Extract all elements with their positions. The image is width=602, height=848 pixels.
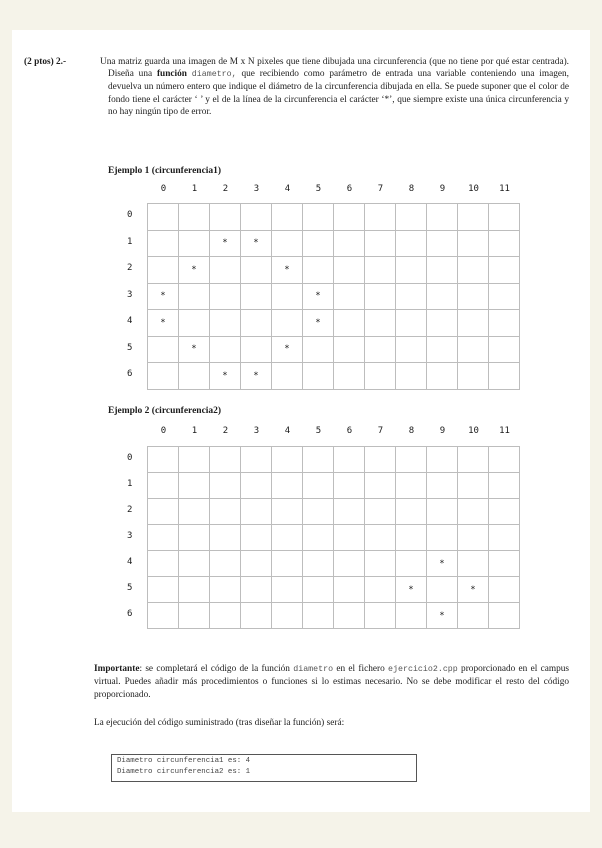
example2-col-header: 5: [315, 426, 322, 436]
grid-cell: [241, 284, 272, 311]
example2-col-header: 9: [439, 426, 446, 436]
grid-cell: [148, 603, 179, 629]
grid-cell: *: [458, 577, 489, 603]
example1-row-header: 3: [127, 289, 133, 300]
grid-cell: [365, 231, 396, 258]
grid-cell: [489, 603, 520, 629]
grid-cell: [427, 577, 458, 603]
grid-cell: [148, 257, 179, 284]
grid-cell: [396, 231, 427, 258]
grid-cell: [489, 525, 520, 551]
file-name: ejercicio2.cpp: [388, 665, 458, 674]
grid-cell: *: [427, 551, 458, 577]
grid-cell: [303, 447, 334, 473]
grid-cell: [272, 447, 303, 473]
grid-cell: [365, 447, 396, 473]
grid-cell: [427, 525, 458, 551]
grid-cell: [210, 204, 241, 231]
grid-cell: [272, 473, 303, 499]
grid-cell: [148, 447, 179, 473]
grid-cell: [334, 551, 365, 577]
example1-col-header: 6: [346, 184, 353, 194]
example1-col-header: 3: [253, 184, 260, 194]
grid-cell: *: [210, 231, 241, 258]
example1-col-header: 11: [499, 184, 510, 194]
grid-cell: *: [179, 337, 210, 364]
grid-cell: [489, 337, 520, 364]
example2-row-header: 0: [127, 453, 133, 463]
grid-cell: [303, 551, 334, 577]
grid-cell: [303, 231, 334, 258]
grid-cell: [458, 284, 489, 311]
grid-cell: [303, 363, 334, 390]
grid-cell: [241, 204, 272, 231]
grid-cell: [396, 310, 427, 337]
grid-cell: [241, 551, 272, 577]
grid-cell: *: [272, 257, 303, 284]
grid-cell: [396, 257, 427, 284]
grid-cell: [396, 337, 427, 364]
grid-cell: [489, 310, 520, 337]
grid-cell: *: [303, 284, 334, 311]
example2-grid: [147, 446, 520, 629]
problem-points: (2 ptos) 2.-: [24, 57, 67, 67]
grid-cell: [334, 337, 365, 364]
grid-cell: [210, 337, 241, 364]
grid-cell: [210, 284, 241, 311]
grid-cell: [241, 257, 272, 284]
grid-cell: [210, 310, 241, 337]
grid-cell: [303, 257, 334, 284]
example1-col-header: 10: [468, 184, 479, 194]
grid-cell: [458, 204, 489, 231]
example1-col-header: 7: [377, 184, 384, 194]
grid-cell: [241, 525, 272, 551]
example2-col-header: 11: [499, 426, 510, 436]
grid-cell: [489, 363, 520, 390]
grid-cell: [272, 284, 303, 311]
grid-cell: [427, 204, 458, 231]
grid-cell: [334, 447, 365, 473]
grid-cell: [365, 284, 396, 311]
grid-cell: [458, 337, 489, 364]
grid-cell: [458, 473, 489, 499]
grid-cell: [365, 363, 396, 390]
example1-row-header: 6: [127, 369, 133, 380]
grid-cell: [148, 231, 179, 258]
grid-cell: [365, 577, 396, 603]
example1-col-header: 9: [439, 184, 446, 194]
grid-cell: [489, 284, 520, 311]
grid-cell: [148, 577, 179, 603]
example2-row-header: 5: [127, 583, 133, 593]
example1-row-header: 0: [127, 210, 133, 221]
grid-cell: [303, 473, 334, 499]
grid-cell: [427, 284, 458, 311]
grid-cell: [489, 231, 520, 258]
grid-cell: [396, 499, 427, 525]
grid-cell: [489, 499, 520, 525]
grid-cell: [210, 447, 241, 473]
grid-cell: [396, 603, 427, 629]
grid-cell: [427, 473, 458, 499]
grid-cell: [427, 447, 458, 473]
grid-cell: [334, 231, 365, 258]
grid-cell: [489, 204, 520, 231]
example1-col-header: 0: [160, 184, 167, 194]
grid-cell: [489, 551, 520, 577]
example1-col-header: 8: [408, 184, 415, 194]
grid-cell: [427, 363, 458, 390]
grid-cell: [458, 231, 489, 258]
grid-cell: [303, 499, 334, 525]
grid-cell: [365, 603, 396, 629]
grid-cell: [179, 499, 210, 525]
grid-cell: [489, 447, 520, 473]
grid-cell: [241, 310, 272, 337]
grid-cell: [179, 447, 210, 473]
grid-cell: [148, 473, 179, 499]
grid-cell: [458, 257, 489, 284]
grid-cell: *: [210, 363, 241, 390]
grid-cell: [272, 363, 303, 390]
grid-cell: [272, 231, 303, 258]
grid-cell: [303, 337, 334, 364]
output-line-1: Diametro circunferencia1 es: 4: [117, 757, 251, 765]
example1-row-header: 4: [127, 316, 133, 327]
grid-cell: [458, 551, 489, 577]
example2-col-header: 3: [253, 426, 260, 436]
grid-cell: [458, 363, 489, 390]
grid-cell: [334, 363, 365, 390]
grid-cell: [489, 257, 520, 284]
grid-cell: [148, 525, 179, 551]
grid-cell: *: [241, 231, 272, 258]
problem-statement: [24, 56, 569, 118]
grid-cell: [179, 310, 210, 337]
grid-cell: [334, 499, 365, 525]
grid-cell: [303, 603, 334, 629]
example2-col-header: 10: [468, 426, 479, 436]
grid-cell: [179, 525, 210, 551]
grid-cell: [272, 499, 303, 525]
grid-cell: [210, 499, 241, 525]
grid-cell: [148, 337, 179, 364]
grid-cell: [396, 363, 427, 390]
example1-grid: [147, 203, 520, 390]
grid-cell: [241, 577, 272, 603]
grid-cell: [303, 204, 334, 231]
example2-col-header: 4: [284, 426, 291, 436]
grid-cell: [427, 231, 458, 258]
grid-cell: [272, 577, 303, 603]
example2-col-header: 2: [222, 426, 229, 436]
grid-cell: [458, 499, 489, 525]
example2-col-header: 6: [346, 426, 353, 436]
example2-col-header: 8: [408, 426, 415, 436]
grid-cell: [334, 525, 365, 551]
grid-cell: *: [148, 284, 179, 311]
grid-cell: [427, 337, 458, 364]
grid-cell: [148, 499, 179, 525]
grid-cell: [179, 284, 210, 311]
example1-row-header: 1: [127, 236, 133, 247]
grid-cell: [210, 603, 241, 629]
function-keyword: función: [156, 69, 187, 80]
example1-row-header: 5: [127, 342, 133, 353]
grid-cell: [365, 525, 396, 551]
grid-cell: *: [303, 310, 334, 337]
example1-col-header: 4: [284, 184, 291, 194]
grid-cell: [179, 363, 210, 390]
grid-cell: [241, 603, 272, 629]
grid-cell: [272, 310, 303, 337]
grid-cell: [396, 551, 427, 577]
grid-cell: [427, 310, 458, 337]
grid-cell: [334, 257, 365, 284]
example1-title: Ejemplo 1 (circunferencia1): [108, 166, 222, 176]
grid-cell: [179, 551, 210, 577]
grid-cell: [458, 525, 489, 551]
grid-cell: [241, 473, 272, 499]
grid-cell: [241, 337, 272, 364]
grid-cell: [365, 499, 396, 525]
grid-cell: [334, 577, 365, 603]
grid-cell: [272, 525, 303, 551]
grid-cell: [241, 447, 272, 473]
example2-row-header: 6: [127, 609, 133, 619]
grid-cell: *: [427, 603, 458, 629]
grid-cell: [489, 577, 520, 603]
grid-cell: [396, 204, 427, 231]
example2-col-header: 0: [160, 426, 167, 436]
grid-cell: [458, 603, 489, 629]
grid-cell: [334, 204, 365, 231]
example2-row-header: 2: [127, 505, 133, 515]
function-name: diametro,: [191, 70, 237, 80]
grid-cell: [365, 204, 396, 231]
grid-cell: *: [272, 337, 303, 364]
grid-cell: [148, 551, 179, 577]
grid-cell: [365, 473, 396, 499]
grid-cell: [210, 551, 241, 577]
grid-cell: [365, 551, 396, 577]
grid-cell: [396, 473, 427, 499]
grid-cell: *: [396, 577, 427, 603]
grid-cell: [241, 499, 272, 525]
grid-cell: [210, 577, 241, 603]
grid-cell: [458, 310, 489, 337]
grid-cell: [210, 257, 241, 284]
grid-cell: [489, 473, 520, 499]
grid-cell: [334, 284, 365, 311]
example2-col-header: 1: [191, 426, 198, 436]
grid-cell: [396, 284, 427, 311]
grid-cell: [179, 577, 210, 603]
execution-text: La ejecución del código suministrado (tras diseñar la función) será:: [94, 718, 345, 728]
problem-text: Una matriz guarda una imagen de M x N pixeles que tiene dibujada una circunferencia (que no tiene por qué estar centrada). Diseña una función diametro, que recibiendo como parámetro de entrada una variable conteniendo una imagen, devuelva un número entero que indique el diámetro de la circunferencia dibujada en ella. Se puede suponer que el color de fondo tiene el carácter ‘ ’ y el de la línea de la circunferencia el carácter ‘*’, que siempre existe una única circunferencia y no hay ningún tipo de error.: [100, 57, 570, 117]
grid-cell: [179, 603, 210, 629]
function-name-ref: diametro: [293, 665, 334, 674]
grid-cell: [365, 337, 396, 364]
output-box: [111, 754, 417, 782]
grid-cell: [272, 603, 303, 629]
example2-row-header: 4: [127, 557, 133, 567]
grid-cell: [427, 257, 458, 284]
grid-cell: [396, 525, 427, 551]
grid-cell: [179, 231, 210, 258]
grid-cell: [334, 473, 365, 499]
grid-cell: *: [241, 363, 272, 390]
grid-cell: [210, 473, 241, 499]
grid-cell: *: [179, 257, 210, 284]
grid-cell: [334, 603, 365, 629]
grid-cell: [365, 310, 396, 337]
example2-row-header: 1: [127, 479, 133, 489]
example1-col-header: 1: [191, 184, 198, 194]
grid-cell: [427, 499, 458, 525]
grid-cell: [365, 257, 396, 284]
grid-cell: [458, 447, 489, 473]
grid-cell: [396, 447, 427, 473]
example1-row-header: 2: [127, 263, 133, 274]
important-note: Importante: se completará el código de la función diametro en el fichero ejercicio2.cpp proporcionado en el campus virtual. Puedes añadir más procedimientos o funciones si lo estimas necesario. No se debe modificar el resto del código proporcionado.: [94, 664, 569, 700]
grid-cell: [148, 363, 179, 390]
output-line-2: Diametro circunferencia2 es: 1: [117, 768, 251, 776]
grid-cell: [179, 473, 210, 499]
grid-cell: [272, 204, 303, 231]
grid-cell: [303, 577, 334, 603]
grid-cell: *: [148, 310, 179, 337]
grid-cell: [334, 310, 365, 337]
important-label: Importante: [94, 664, 140, 674]
exam-page: [12, 30, 590, 812]
grid-cell: [272, 551, 303, 577]
grid-cell: [179, 204, 210, 231]
grid-cell: [303, 525, 334, 551]
example2-col-header: 7: [377, 426, 384, 436]
grid-cell: [210, 525, 241, 551]
example1-col-header: 2: [222, 184, 229, 194]
grid-cell: [148, 204, 179, 231]
example1-col-header: 5: [315, 184, 322, 194]
example2-row-header: 3: [127, 531, 133, 541]
example2-title: Ejemplo 2 (circunferencia2): [108, 406, 222, 416]
